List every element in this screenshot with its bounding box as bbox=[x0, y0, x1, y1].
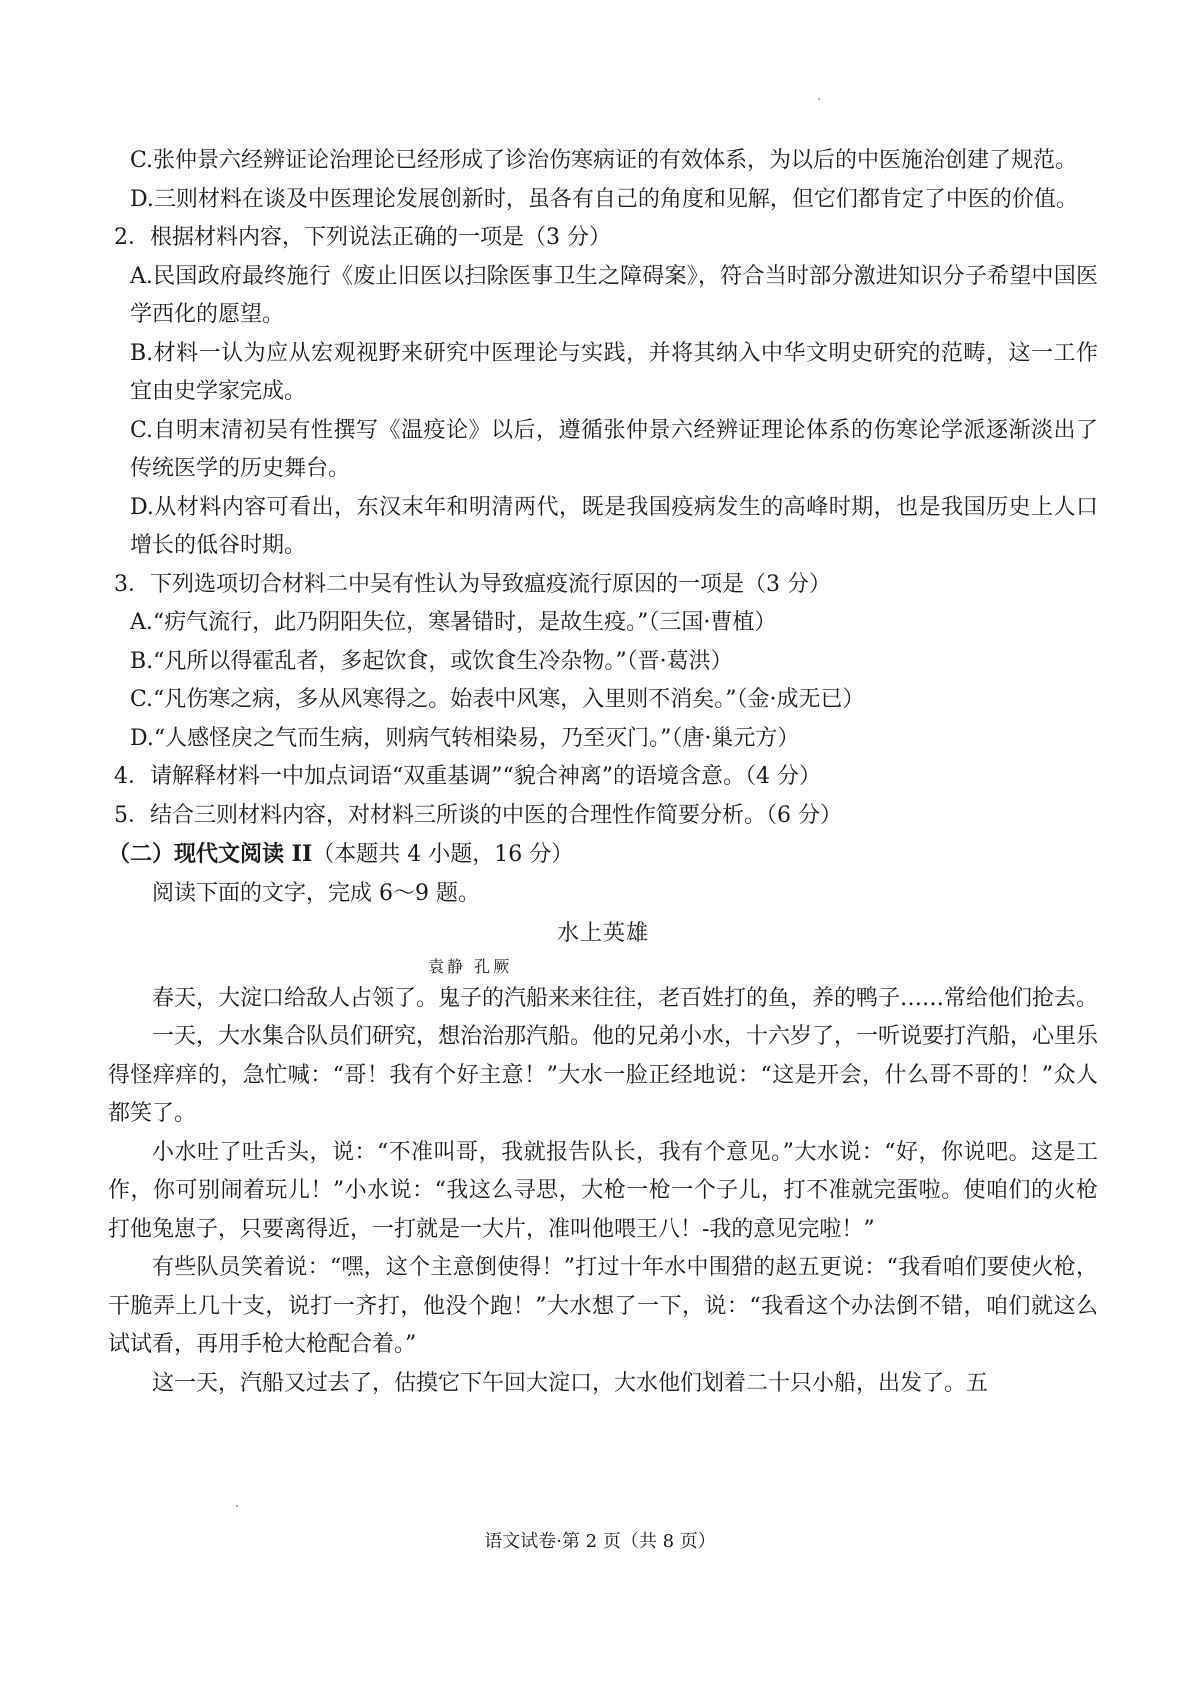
story-title: 水上英雄 bbox=[556, 921, 649, 946]
story-authors: 袁静 孔厥 bbox=[428, 956, 513, 976]
scan-speck bbox=[236, 1505, 238, 1507]
option-d: D.三则材料在谈及中医理论发展创新时，虽各有自己的角度和见解，但它们都肯定了中医的价值。 bbox=[130, 186, 1078, 212]
question-3-option-a: A.“疠气流行，此乃阴阳失位，寒暑错时，是故生疫。”（三国·曹植） bbox=[130, 610, 777, 635]
scan-speck bbox=[818, 98, 820, 100]
page-content bbox=[108, 142, 1098, 1403]
section-title: （二）现代文阅读 II bbox=[108, 841, 313, 867]
question-2-option-c: C.自明末清初吴有性撰写《温疫论》以后，遵循张仲景六经辨证理论体系的伤寒论学派逐渐淡出了传统医学的历史舞台。 bbox=[130, 417, 1098, 481]
question-2-option-b: B.材料一认为应从宏观视野来研究中医理论与实践，并将其纳入中华文明史研究的范畴，这一工作宜由史学家完成。 bbox=[130, 340, 1098, 404]
question-3-option-b: B.“凡所以得霍乱者，多起饮食，或饮食生冷杂物。”（晋·葛洪） bbox=[130, 648, 733, 674]
option-c: C.张仲景六经辨证论治理论已经形成了诊治伤寒病证的有效体系，为以后的中医施治创建了规范。 bbox=[130, 148, 1078, 173]
section-heading bbox=[108, 835, 1098, 875]
question-2-option-d: D.从材料内容可看出，东汉末年和明清两代，既是我国疫病发生的高峰时期，也是我国历史上人口增长的低谷时期。 bbox=[130, 494, 1098, 558]
question-3-option-c: C.“凡伤寒之病，多从风寒得之。始表中风寒，入里则不消矣。”（金·成无已） bbox=[130, 687, 865, 712]
story-paragraph: 一天，大水集合队员们研究，想治治那汽船。他的兄弟小水，十六岁了，一听说要打汽船，心里乐得怪痒痒的，急忙喊：“哥！我有个好主意！”大水一脸正经地说：“这是开会，什么哥不哥的！”众人都笑了。 bbox=[108, 1024, 1099, 1126]
story-paragraph: 小水吐了吐舌头，说：“不准叫哥，我就报告队长，我有个意见。”大水说：“好，你说吧。这是工作，你可别闹着玩儿！”小水说：“我这么寻思，大枪一枪一个子儿，打不准就完蛋啦。使咱们的火枪打他兔崽子，只要离得近，一打就是一大片，准叫他喂王八！-我的意见完啦！” bbox=[108, 1139, 1098, 1242]
section-note: （本题共 4 小题，16 分） bbox=[312, 842, 574, 867]
story-paragraph: 有些队员笑着说：“嘿，这个主意倒使得！”打过十年水中围猎的赵五更说：“我看咱们要使火枪，干脆弄上几十支，说打一齐打，他没个跑！”大水想了一下，说：“我看这个办法倒不错，咱们就这么试试看，再用手枪大枪配合着。” bbox=[108, 1255, 1098, 1357]
page-footer: 语文试卷·第 2 页（共 8 页） bbox=[484, 1531, 716, 1552]
question-4: 4．请解释材料一中加点词语“双重基调”“貌合神离”的语境含意。（4 分） bbox=[114, 764, 821, 789]
section-instruction: 阅读下面的文字，完成 6～9 题。 bbox=[152, 880, 480, 906]
story-paragraph: 这一天，汽船又过去了，估摸它下午回大淀口，大水他们划着二十只小船，出发了。五 bbox=[152, 1370, 989, 1396]
story-paragraph: 春天，大淀口给敌人占领了。鬼子的汽船来来往往，老百姓打的鱼，养的鸭子……常给他们抢去。 bbox=[152, 985, 1099, 1011]
question-5: 5．结合三则材料内容，对材料三所谈的中医的合理性作简要分析。（6 分） bbox=[114, 802, 842, 828]
question-2-option-a: A.民国政府最终施行《废止旧医以扫除医事卫生之障碍案》，符合当时部分激进知识分子希望中国医学西化的愿望。 bbox=[130, 263, 1098, 327]
question-2-stem: 2．根据材料内容，下列说法正确的一项是（3 分） bbox=[114, 225, 611, 250]
question-3-option-d: D.“人感怪戾之气而生病，则病气转相染易，乃至灭门。”（唐·巢元方） bbox=[130, 725, 800, 751]
question-3-stem: 3．下列选项切合材料二中吴有性认为导致瘟疫流行原因的一项是（3 分） bbox=[114, 571, 831, 597]
